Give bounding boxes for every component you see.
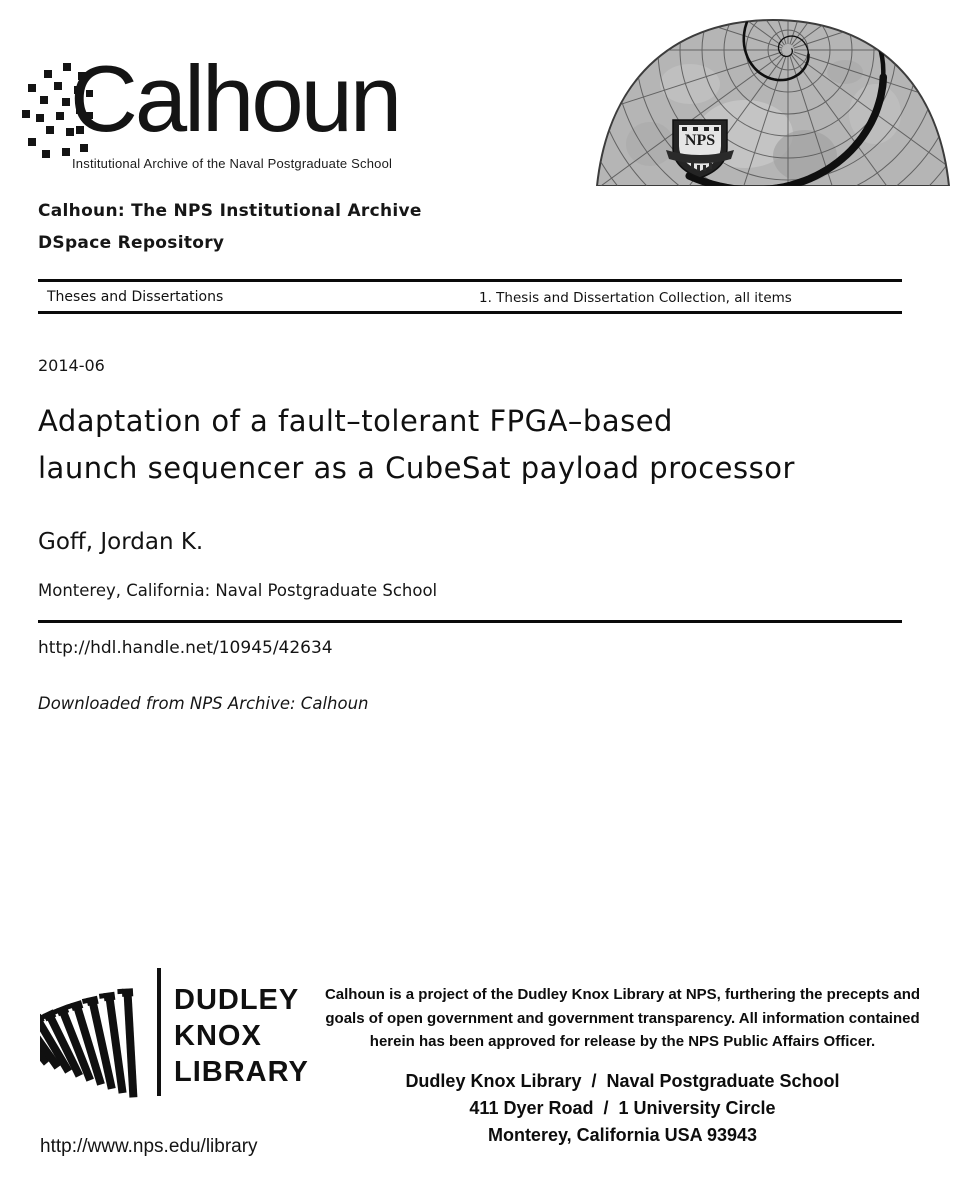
handle-url-link[interactable]: http://hdl.handle.net/10945/42634: [38, 638, 333, 658]
address-line1: Dudley Knox Library / Naval Postgraduate School: [405, 1071, 840, 1091]
date-issued: 2014-06: [38, 356, 105, 375]
address-line3: Monterey, California USA 93943: [487, 1125, 758, 1145]
library-name-line2: KNOX: [174, 1020, 262, 1052]
library-name-line3: LIBRARY: [174, 1056, 309, 1088]
footer-statement-line3: herein has been approved for release by the NPS Public Affairs Officer.: [369, 1033, 876, 1051]
footer-statement-line2: goals of open government and government transparency. All information contained: [325, 1009, 920, 1027]
community-name: Theses and Dissertations: [47, 289, 224, 305]
library-logo-divider: [157, 968, 161, 1096]
library-address: [330, 1068, 915, 1149]
record-title: [38, 398, 908, 492]
divider-rule-bottom: [38, 311, 902, 314]
calhoun-tagline: Institutional Archive of the Naval Postgraduate School: [72, 156, 393, 171]
provenance-note: Downloaded from NPS Archive: Calhoun: [38, 694, 369, 713]
footer-statement-line1: Calhoun is a project of the Dudley Knox Library at NPS, furthering the precepts and: [324, 986, 921, 1003]
calhoun-logo: [18, 46, 400, 180]
nps-globe-spiral-icon: [595, 14, 951, 186]
dudley-knox-library-books-icon: [40, 966, 152, 1104]
divider-rule-top: [38, 279, 902, 282]
archive-title: Calhoun: The NPS Institutional Archive: [38, 201, 422, 221]
record-title-line2: launch sequencer as a CubeSat payload processor: [38, 451, 795, 485]
shield-label: NPS: [684, 132, 716, 149]
divider-rule-handle: [38, 620, 902, 623]
library-url-link[interactable]: http://www.nps.edu/library: [40, 1136, 258, 1157]
record-author: Goff, Jordan K.: [38, 529, 204, 555]
calhoun-wordmark: Calhoun: [70, 46, 400, 151]
address-line2: 411 Dyer Road / 1 University Circle: [469, 1098, 776, 1118]
library-name-line1: DUDLEY: [174, 984, 300, 1016]
record-publisher: Monterey, California: Naval Postgraduate School: [38, 581, 438, 600]
collection-name: 1. Thesis and Dissertation Collection, all items: [479, 290, 792, 306]
record-title-line1: Adaptation of a fault–tolerant FPGA–based: [38, 404, 673, 438]
library-name: [174, 982, 309, 1090]
repository-name: DSpace Repository: [38, 233, 225, 253]
footer-statement: [295, 983, 950, 1054]
